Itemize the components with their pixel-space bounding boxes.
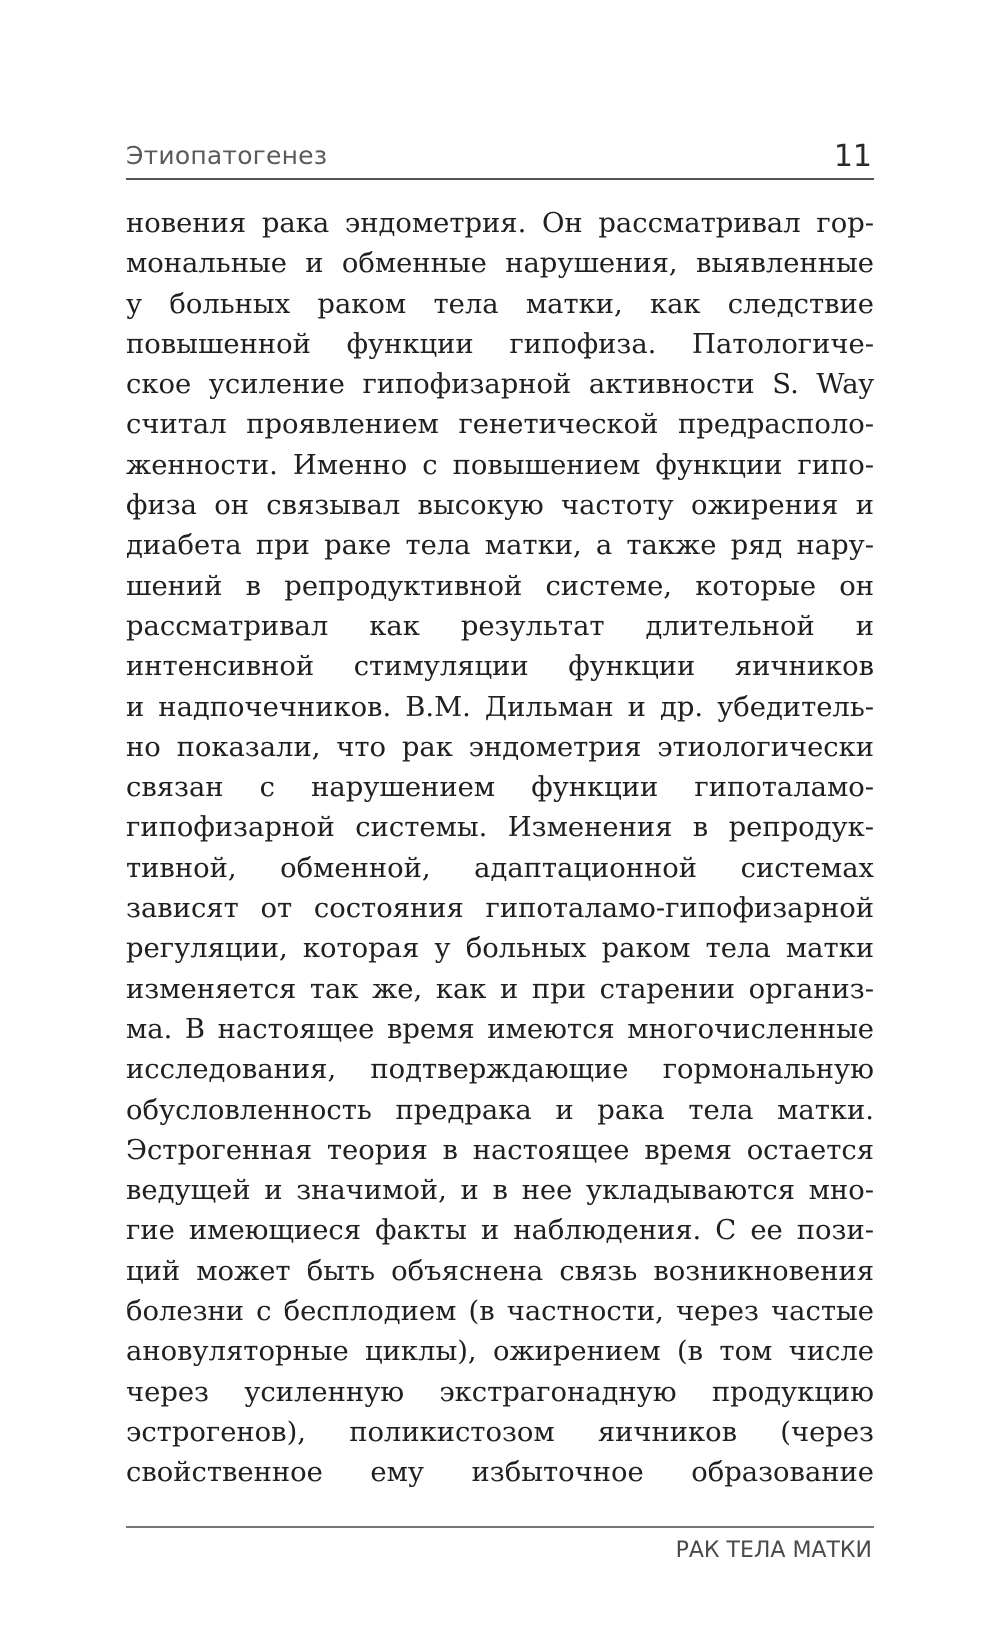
- text-line: женности. Именно с повышением функции гипо-: [126, 449, 874, 481]
- text-line: рассматривал как результат длительной и: [126, 610, 874, 642]
- text-line: изменяется так же, как и при старении организ-: [126, 973, 874, 1005]
- text-line: ановуляторные циклы), ожирением (в том числе: [126, 1336, 874, 1368]
- text-line: свойственное ему избыточное образование: [126, 1457, 874, 1489]
- text-line: считал проявлением генетической предрасполо-: [126, 409, 874, 441]
- text-line: шений в репродуктивной системе, которые он: [126, 570, 874, 602]
- text-line: Эстрогенная теория в настоящее время остается: [126, 1134, 874, 1166]
- text-line: через усиленную экстрагонадную продукцию: [126, 1376, 874, 1408]
- text-line: ведущей и значимой, и в нее укладываются мно-: [126, 1175, 874, 1207]
- text-line: у больных раком тела матки, как следствие: [126, 288, 874, 320]
- text-line: интенсивной стимуляции функции яичников: [126, 651, 874, 683]
- text-line: обусловленность предрака и рака тела матки.: [126, 1094, 874, 1126]
- book-title: РАК ТЕЛА МАТКИ: [675, 1538, 872, 1563]
- text-line: и надпочечников. В.М. Дильман и др. убедитель-: [126, 691, 874, 723]
- text-line: связан с нарушением функции гипоталамо-: [126, 772, 874, 804]
- text-line: физа он связывал высокую частоту ожирения и: [126, 490, 874, 522]
- text-line: ское усиление гипофизарной активности S. Way: [126, 369, 874, 401]
- text-line: регуляции, которая у больных раком тела матки: [126, 933, 874, 965]
- text-line: ций может быть объяснена связь возникновения: [126, 1255, 874, 1287]
- text-line: тивной, обменной, адаптационной системах: [126, 852, 874, 884]
- running-header: [126, 138, 874, 180]
- text-line: гие имеющиеся факты и наблюдения. С ее пози-: [126, 1215, 874, 1247]
- text-line: болезни с бесплодием (в частности, через частые: [126, 1296, 874, 1328]
- text-line: ма. В настоящее время имеются многочисленные: [126, 1013, 874, 1045]
- running-footer: [126, 1526, 874, 1563]
- body-text: [126, 204, 874, 1494]
- text-line: эстрогенов), поликистозом яичников (через: [126, 1416, 874, 1448]
- text-line: гипофизарной системы. Изменения в репродук-: [126, 812, 874, 844]
- text-line: исследования, подтверждающие гормональную: [126, 1054, 874, 1086]
- chapter-title: Этиопатогенез: [126, 141, 328, 170]
- page-number: 11: [833, 139, 872, 174]
- text-line: диабета при раке тела матки, а также ряд нару-: [126, 530, 874, 562]
- text-line: мональные и обменные нарушения, выявленные: [126, 248, 874, 280]
- text-line: новения рака эндометрия. Он рассматривал гор-: [126, 208, 874, 239]
- text-line: но показали, что рак эндометрия этиологически: [126, 731, 874, 763]
- text-line: зависят от состояния гипоталамо-гипофизарной: [126, 893, 874, 925]
- text-line: повышенной функции гипофиза. Патологиче-: [126, 328, 874, 360]
